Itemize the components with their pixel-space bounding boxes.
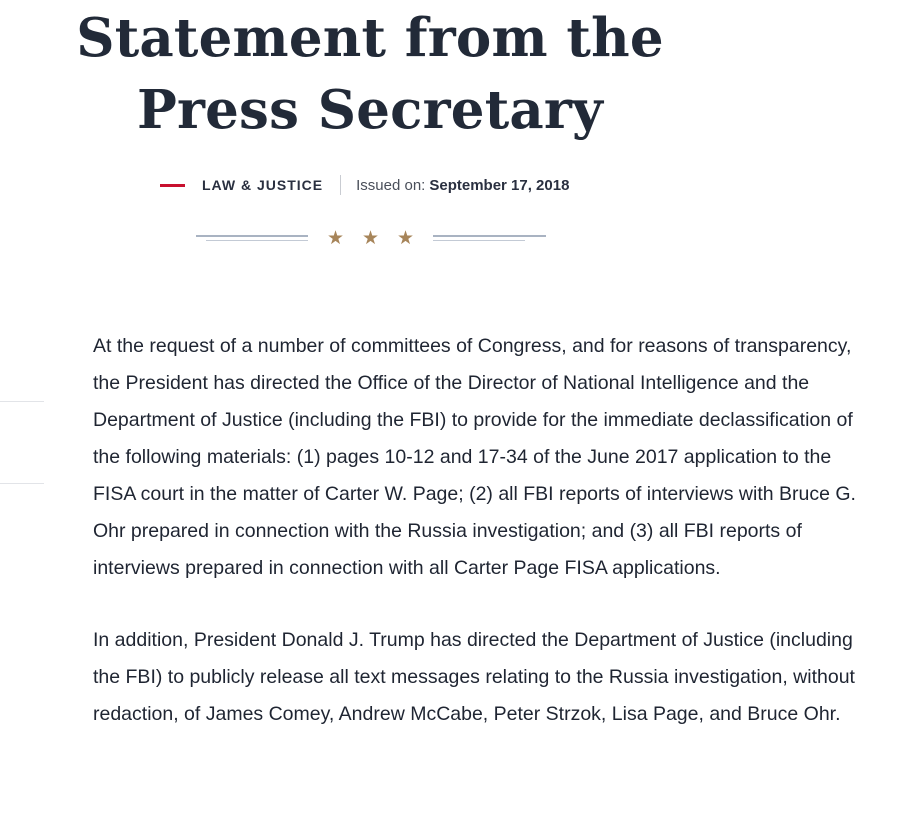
sidebar-divider	[0, 483, 44, 484]
page-title: Statement from the Press Secretary	[76, 7, 664, 141]
star-icon: ★	[327, 227, 345, 249]
separator-line-right-thin	[433, 240, 525, 243]
star-separator	[196, 226, 546, 250]
article-meta	[160, 173, 569, 197]
issued-label: Issued on:	[356, 176, 426, 194]
category-accent-bar	[160, 184, 185, 187]
separator-line-left	[196, 235, 308, 239]
issued-date: September 17, 2018	[429, 176, 570, 194]
separator-line-right	[433, 235, 546, 239]
star-icon: ★	[362, 227, 380, 249]
article-paragraph: In addition, President Donald J. Trump has directed the Department of Justice (including the FBI) to publicly release all text messages relating to the Russia investigation, without redaction, of James Comey, Andrew McCabe, Peter Strzok, Lisa Page, and Bruce Ohr.	[93, 629, 855, 725]
article-paragraph: At the request of a number of committees of Congress, and for reasons of transparency, the President has directed the Office of the Director of National Intelligence and the Department of Justice (including the FBI) to provide for the immediate declassification of the following materials: (1) pages 10-12 and 17-34 of the June 2017 application to the FISA court in the matter of Carter W. Page; (2) all FBI reports of interviews with Bruce G. Ohr prepared in connection with the Russia investigation; and (3) all FBI reports of interviews prepared in connection with all Carter Page FISA applications.	[93, 335, 856, 579]
category-link[interactable]: LAW & JUSTICE	[202, 177, 324, 193]
star-icon: ★	[397, 227, 415, 249]
sidebar-divider	[0, 401, 44, 402]
article-body	[93, 328, 868, 768]
separator-line-left-thin	[206, 240, 308, 243]
meta-divider	[340, 175, 341, 195]
